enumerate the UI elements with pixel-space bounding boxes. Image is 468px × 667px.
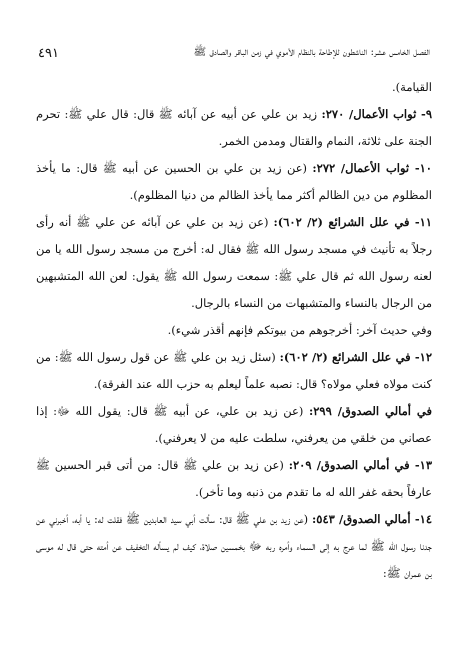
paragraph-text: (عن زيد بن علي ﷺ قال: من أتى قبر الحسين ﷺ عارفاً بحقه غفر الله له ما تقدم من ذنبه وما تأخر). (36, 458, 432, 499)
paragraph (36, 155, 432, 209)
running-header (38, 46, 430, 61)
paragraph-lead: ٩- ثواب الأعمال/ ٢٧٠: (321, 107, 432, 121)
paragraph-text: (سئل زيد بن علي ﷺ عن قول رسول الله ﷺ: من كنت مولاه فعلي مولاه؟ قال: نصبه علماً ليعلم به حزب الله عند الفرقة). (36, 350, 432, 391)
paragraph-text: (عن زيد بن علي عن آبائه عن علي ﷺ أنه رأى رجلاً به تأنيث في مسجد رسول الله ﷺ فقال له: أخرج من مسجد رسول الله يا من لعنه رسول الله ثم قال علي ﷺ: سمعت رسول الله ﷺ يقول: لعن الله المتشبهين من الرجال بالنساء والمتشبهات من النساء بالرجال. (36, 215, 432, 310)
paragraph-lead: في أمالي الصدوق/ ٢٩٩: (308, 404, 432, 418)
paragraph-text: وفي حديث آخر: أخرجوهم من بيوتكم فإنهم أقذر شيء). (167, 323, 432, 337)
paragraph-text: (عن زيد بن علي، عن أبيه ﷺ قال: يقول الله ﷻ: إذا عصاني من خلقي من يعرفني، سلطت عليه من لا يعرفني). (36, 404, 432, 445)
paragraph-lead: ١٠- ثواب الأعمال/ ٢٧٢: (312, 161, 432, 175)
paragraph (36, 101, 432, 155)
running-title: الفصل الخامس عشر: الناشطون للإطاحة بالنظام الأموي في زمن الباقر والصادق ﷺ (193, 46, 430, 58)
page-number: ٤٩١ (38, 46, 59, 61)
paragraph (36, 344, 432, 398)
paragraph (36, 209, 432, 317)
paragraph-text: زيد بن علي عن أبيه عن آبائه ﷺ قال: قال علي ﷺ: تحرم الجنة على ثلاثة، النمام والقتال ومدمن الخمر. (36, 107, 432, 148)
paragraph-lead: ١٣- في أمالي الصدوق/ ٢٠٩: (288, 458, 432, 472)
paragraph-lead: ١٢- في علل الشرائع (٢/ ٦٠٢): (279, 350, 432, 364)
paragraph-lead: ١١- في علل الشرائع (٢/ ٦٠٢): (273, 215, 432, 229)
paragraph (36, 317, 432, 344)
paragraph (36, 452, 432, 506)
paragraph (36, 74, 432, 101)
paragraph-text: (عن زيد بن علي ﷺ قال: سألت أبي سيد العابدين ﷺ فقلت له: يا أبه، أخبرني عن جدنا رسول الله ﷺ لما عرج به إلى السماء وأمره ربه ﷻ بخمسين صلاة، كيف لم يسأله التخفيف عن أمته حتى قال له موسى بن عمران ﷺ: (36, 512, 432, 580)
body-text (36, 74, 432, 587)
paragraph-lead: ١٤- أمالي الصدوق/ ٥٤٣: (312, 512, 432, 526)
paragraph-text: (عن زيد بن علي بن الحسين عن أبيه ﷺ قال: ما يأخذ المظلوم من دين الظالم أكثر مما يأخذ الظالم من دنيا المظلوم). (36, 161, 432, 202)
paragraph (36, 506, 432, 587)
paragraph-text: القيامة). (392, 80, 432, 94)
paragraph (36, 398, 432, 452)
